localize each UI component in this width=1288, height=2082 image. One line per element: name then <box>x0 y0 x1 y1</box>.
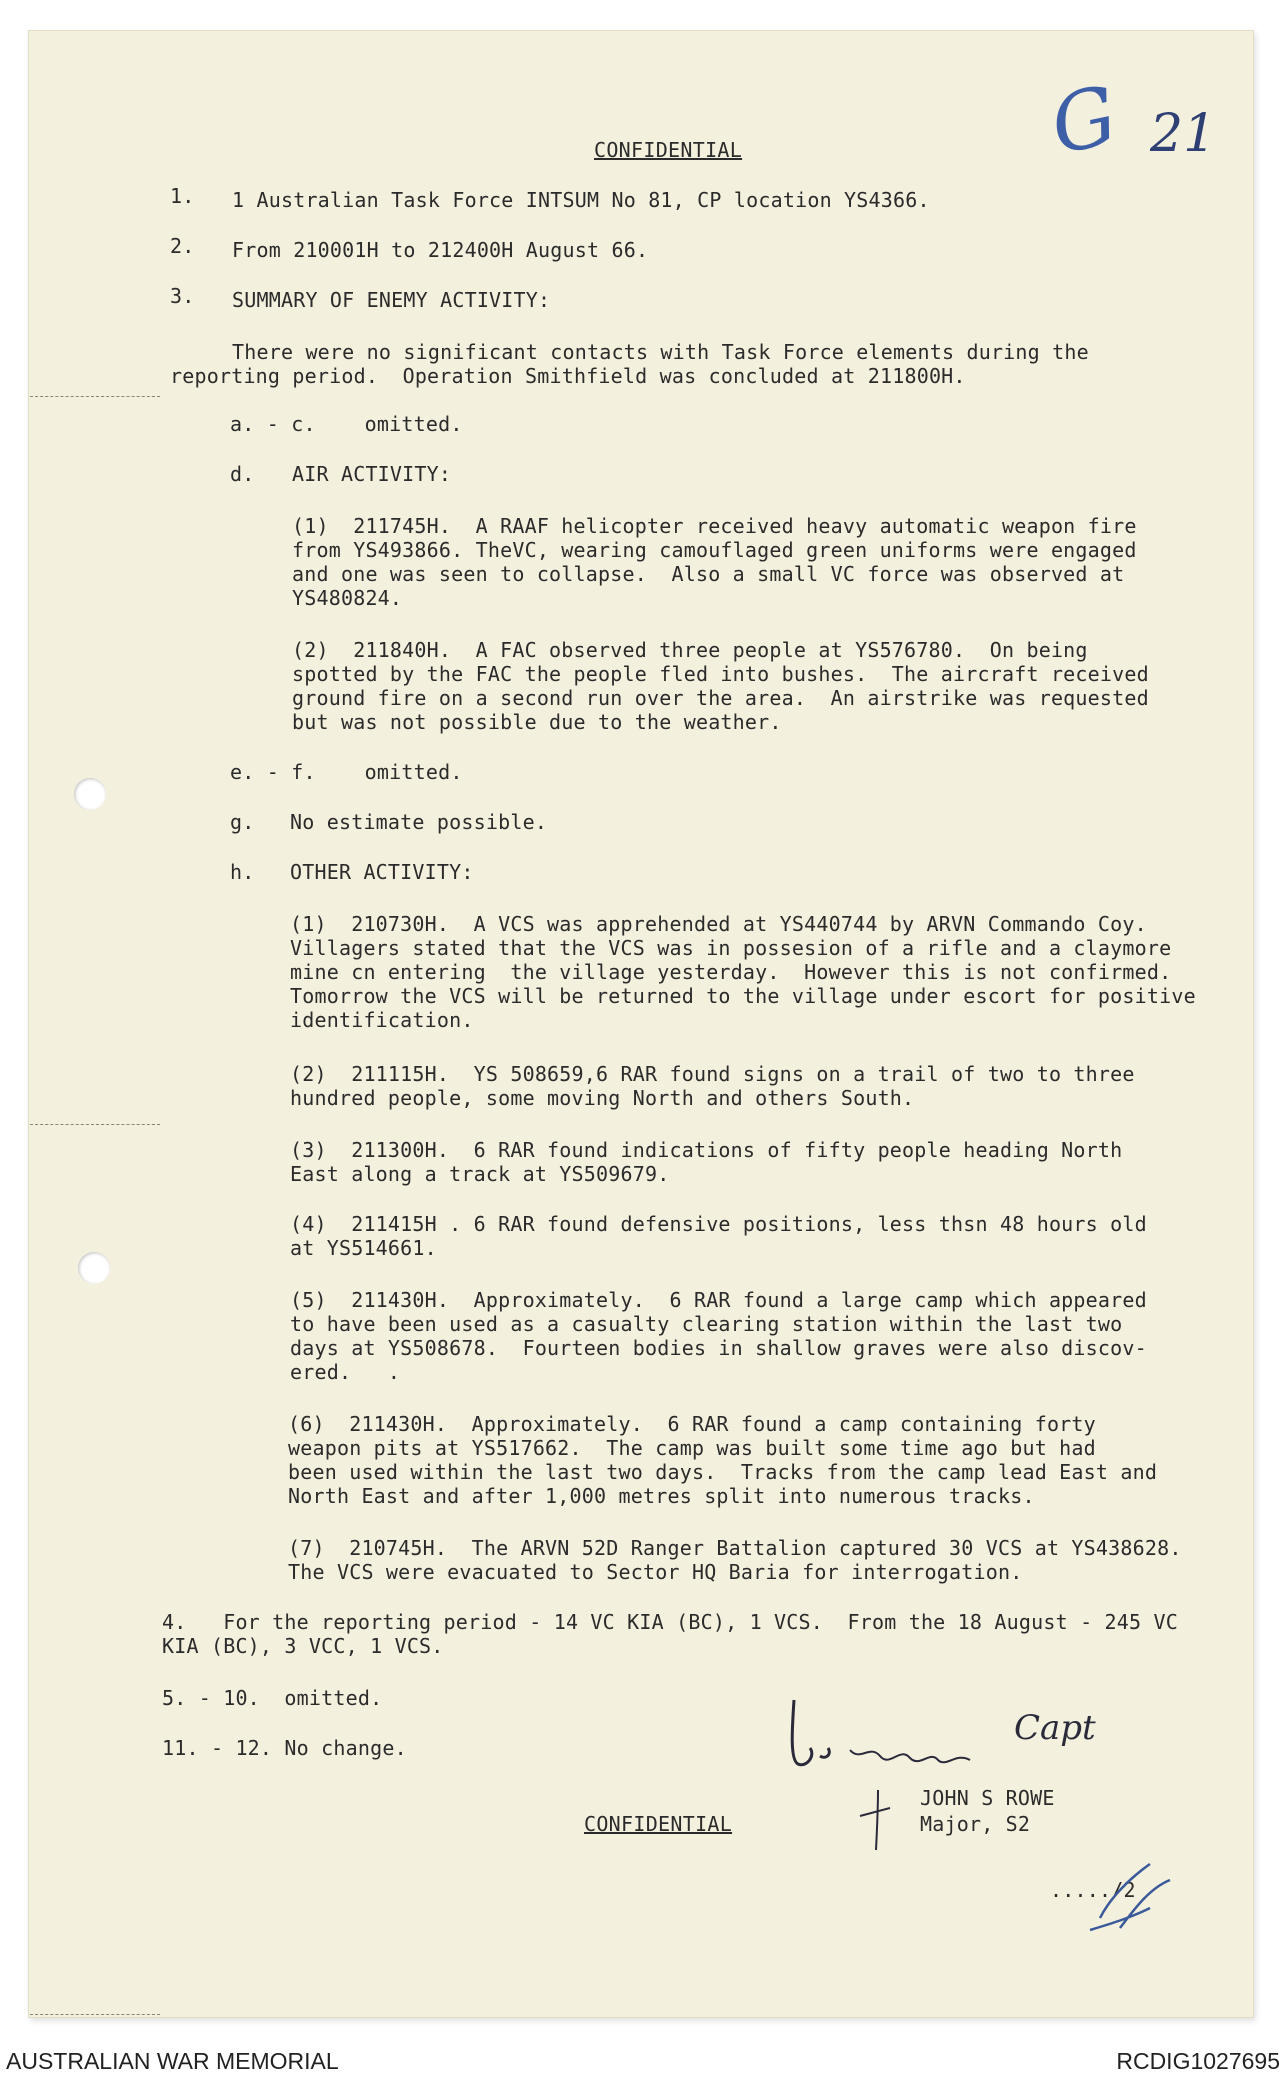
other-activity-2-line: (2) 211115H. YS 508659,6 RAR found signs on a trail of two to three <box>290 1062 1135 1086</box>
other-activity-3-line: East along a track at YS509679. <box>290 1162 670 1186</box>
handwritten-initials <box>1080 1858 1180 1938</box>
classification-header: CONFIDENTIAL <box>594 138 743 162</box>
punch-hole-upper <box>74 778 106 810</box>
other-activity-1-line: mine cn entering the village yesterday. However this is not confirmed. <box>290 960 1172 984</box>
archive-id: RCDIG1027695 <box>1116 2048 1280 2074</box>
item-g-text: No estimate possible. <box>290 810 548 834</box>
air-activity-1-line: (1) 211745H. A RAAF helicopter received heavy automatic weapon fire <box>292 514 1137 538</box>
other-activity-1-line: identification. <box>290 1008 474 1032</box>
para-number: 2. <box>170 234 195 258</box>
fold-mark <box>30 396 160 397</box>
other-activity-6-line: (6) 211430H. Approximately. 6 RAR found a camp containing forty <box>288 1412 1096 1436</box>
other-activity-5-line: days at YS508678. Fourteen bodies in shallow graves were also discov- <box>290 1336 1147 1360</box>
item-letter: d. <box>230 462 255 486</box>
punch-hole-lower <box>78 1252 110 1284</box>
para-number: 1. <box>170 184 195 208</box>
para-4-line: 4. For the reporting period - 14 VC KIA (BC), 1 VCS. From the 18 August - 245 VC <box>162 1610 1179 1634</box>
air-activity-2-line: (2) 211840H. A FAC observed three people at YS576780. On being <box>292 638 1088 662</box>
handwritten-ref: G <box>1043 68 1125 173</box>
archive-name: AUSTRALIAN WAR MEMORIAL <box>6 2048 339 2074</box>
air-activity-2-line: but was not possible due to the weather. <box>292 710 782 734</box>
signatory-rank: Major, S2 <box>920 1812 1031 1836</box>
para-number: 3. <box>170 284 195 308</box>
other-activity-5-line: ered. . <box>290 1360 401 1384</box>
signatory-name: JOHN S ROWE <box>920 1786 1055 1810</box>
signature-annotation: Capt <box>1014 1708 1096 1748</box>
para-3-heading: SUMMARY OF ENEMY ACTIVITY: <box>232 288 551 312</box>
air-activity-1-line: YS480824. <box>292 586 403 610</box>
other-activity-2-line: hundred people, some moving North and others South. <box>290 1086 915 1110</box>
other-activity-1-line: (1) 210730H. A VCS was apprehended at YS440744 by ARVN Commando Coy. <box>290 912 1147 936</box>
classification-footer: CONFIDENTIAL <box>584 1812 733 1836</box>
continuation-mark: ...../2 <box>1050 1878 1136 1902</box>
para-2-text: From 210001H to 212400H August 66. <box>232 238 649 262</box>
air-activity-1-line: from YS493866. TheVC, wearing camouflaged green uniforms were engaged <box>292 538 1137 562</box>
other-activity-1-line: Villagers stated that the VCS was in possesion of a rifle and a claymore <box>290 936 1172 960</box>
air-activity-1-line: and one was seen to collapse. Also a small VC force was observed at <box>292 562 1125 586</box>
item-letter: h. <box>230 860 255 884</box>
fold-mark <box>30 2014 160 2015</box>
other-activity-6-line: weapon pits at YS517662. The camp was built some time ago but had <box>288 1436 1096 1460</box>
para-4-line: KIA (BC), 3 VCC, 1 VCS. <box>162 1634 444 1658</box>
fold-mark <box>30 1124 160 1125</box>
item-letter: g. <box>230 810 255 834</box>
item-e-f: e. - f. omitted. <box>230 760 463 784</box>
other-activity-7-line: The VCS were evacuated to Sector HQ Baria for interrogation. <box>288 1560 1023 1584</box>
handwritten-page-number: 21 <box>1150 104 1217 164</box>
para-5-10: 5. - 10. omitted. <box>162 1686 383 1710</box>
air-activity-2-line: ground fire on a second run over the area. An airstrike was requested <box>292 686 1149 710</box>
other-activity-5-line: (5) 211430H. Approximately. 6 RAR found a large camp which appeared <box>290 1288 1147 1312</box>
other-activity-heading: OTHER ACTIVITY: <box>290 860 474 884</box>
air-activity-heading: AIR ACTIVITY: <box>292 462 452 486</box>
air-activity-2-line: spotted by the FAC the people fled into bushes. The aircraft received <box>292 662 1149 686</box>
summary-line: reporting period. Operation Smithfield was concluded at 211800H. <box>170 364 966 388</box>
other-activity-3-line: (3) 211300H. 6 RAR found indications of fifty people heading North <box>290 1138 1123 1162</box>
other-activity-5-line: to have been used as a casualty clearing station within the last two <box>290 1312 1123 1336</box>
other-activity-1-line: Tomorrow the VCS will be returned to the village under escort for positive <box>290 984 1196 1008</box>
other-activity-7-line: (7) 210745H. The ARVN 52D Ranger Battalion captured 30 VCS at YS438628. <box>288 1536 1182 1560</box>
other-activity-6-line: North East and after 1,000 metres split into numerous tracks. <box>288 1484 1035 1508</box>
other-activity-4-line: (4) 211415H . 6 RAR found defensive positions, less thsn 48 hours old <box>290 1212 1147 1236</box>
para-11-12: 11. - 12. No change. <box>162 1736 407 1760</box>
summary-line: There were no significant contacts with Task Force elements during the <box>232 340 1089 364</box>
other-activity-6-line: been used within the last two days. Tracks from the camp lead East and <box>288 1460 1158 1484</box>
other-activity-4-line: at YS514661. <box>290 1236 437 1260</box>
para-1-text: 1 Australian Task Force INTSUM No 81, CP location YS4366. <box>232 188 930 212</box>
item-a-c: a. - c. omitted. <box>230 412 463 436</box>
